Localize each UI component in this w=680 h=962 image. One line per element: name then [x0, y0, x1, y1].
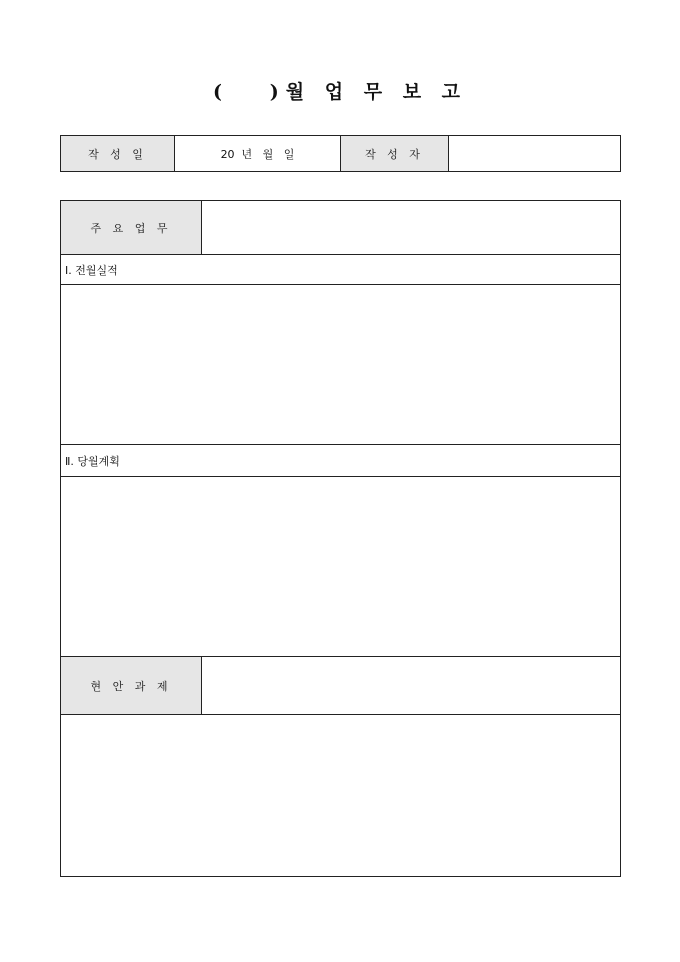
- current-month-heading: Ⅱ. 당월계획: [61, 445, 621, 477]
- pending-issues-field[interactable]: [202, 657, 621, 715]
- main-work-label: 주 요 업 무: [61, 201, 202, 255]
- previous-month-heading: Ⅰ. 전월실적: [61, 255, 621, 285]
- previous-month-content-area[interactable]: [61, 285, 621, 445]
- pending-issues-label: 현 안 과 제: [61, 657, 202, 715]
- author-label: 작 성 자: [341, 136, 449, 172]
- document-title: ( )월 업 무 보 고: [212, 81, 468, 103]
- current-month-content-area[interactable]: [61, 477, 621, 657]
- author-field[interactable]: [449, 136, 621, 172]
- main-work-field[interactable]: [202, 201, 621, 255]
- author-date-label: 작 성 일: [61, 136, 175, 172]
- header-info-table: [60, 135, 621, 172]
- pending-issues-content-area[interactable]: [61, 715, 621, 877]
- date-field[interactable]: 20 년 월 일: [175, 136, 341, 172]
- report-body-table: [60, 200, 621, 877]
